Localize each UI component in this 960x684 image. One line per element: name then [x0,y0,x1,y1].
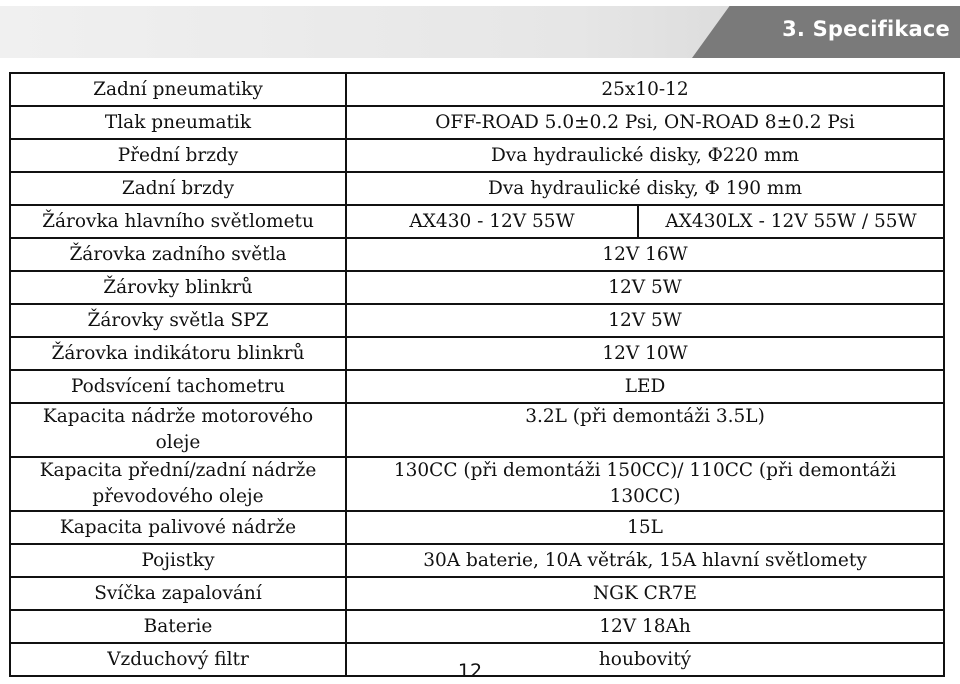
table-row [10,457,944,511]
spec-label: Žárovka indikátoru blinkrů [10,337,346,370]
table-row [10,271,944,304]
table-row [10,370,944,403]
spec-label-line: Kapacita přední/zadní nádrže [39,460,317,481]
spec-value: Dva hydraulické disky, Φ220 mm [346,139,944,172]
spec-label-line: Kapacita nádrže motorového [42,406,314,427]
spec-value: 12V 5W [346,271,944,304]
spec-label-line: oleje [155,432,201,453]
spec-label: Zadní brzdy [10,172,346,205]
table-row [10,403,944,457]
spec-value: NGK CR7E [346,577,944,610]
spec-label: Přední brzdy [10,139,346,172]
table-row [10,172,944,205]
table-row [10,106,944,139]
spec-value: OFF-ROAD 5.0±0.2 Psi, ON-ROAD 8±0.2 Psi [346,106,944,139]
spec-label-line: převodového oleje [92,486,264,507]
table-row [10,337,944,370]
spec-value: LED [346,370,944,403]
spec-label: Žárovka zadního světla [10,238,346,271]
spec-value-standard: AX430 - 12V 55W [346,205,638,238]
spec-label: Podsvícení tachometru [10,370,346,403]
table-row [10,238,944,271]
spec-value: 12V 5W [346,304,944,337]
table-row [10,511,944,544]
spec-label: Žárovka hlavního světlometu [10,205,346,238]
spec-label: Vzduchový filtr [10,643,346,676]
table-row [10,205,944,238]
spec-value: houbovitý [346,643,944,676]
table-row [10,544,944,577]
section-title: 3. Specifikace [782,17,950,41]
specifications-table [9,72,945,677]
spec-value-line: 130CC (při demontáži 150CC)/ 110CC (při demontáži [393,460,897,481]
spec-label: Pojistky [10,544,346,577]
spec-label: Zadní pneumatiky [10,73,346,106]
spec-value: 25x10-12 [346,73,944,106]
spec-label: Kapacita palivové nádrže [10,511,346,544]
spec-label [10,457,346,511]
table-row [10,139,944,172]
spec-label [10,403,346,457]
spec-value: 30A baterie, 10A větrák, 15A hlavní světlomety [346,544,944,577]
spec-value: 15L [346,511,944,544]
section-header-bar [0,6,960,58]
spec-value-line: 130CC) [609,486,681,507]
spec-value [346,457,944,511]
table-row [10,577,944,610]
table-row [10,73,944,106]
spec-value: 12V 18Ah [346,610,944,643]
spec-value: 12V 16W [346,238,944,271]
spec-label: Žárovky světla SPZ [10,304,346,337]
spec-value: Dva hydraulické disky, Φ 190 mm [346,172,944,205]
table-row [10,610,944,643]
spec-value: 12V 10W [346,337,944,370]
spec-value-lx: AX430LX - 12V 55W / 55W [638,205,944,238]
table-row [10,304,944,337]
spec-value: 3.2L (při demontáži 3.5L) [346,403,944,457]
spec-label: Baterie [10,610,346,643]
page-number: 12 [457,660,483,682]
spec-label: Tlak pneumatik [10,106,346,139]
spec-label: Žárovky blinkrů [10,271,346,304]
spec-label: Svíčka zapalování [10,577,346,610]
